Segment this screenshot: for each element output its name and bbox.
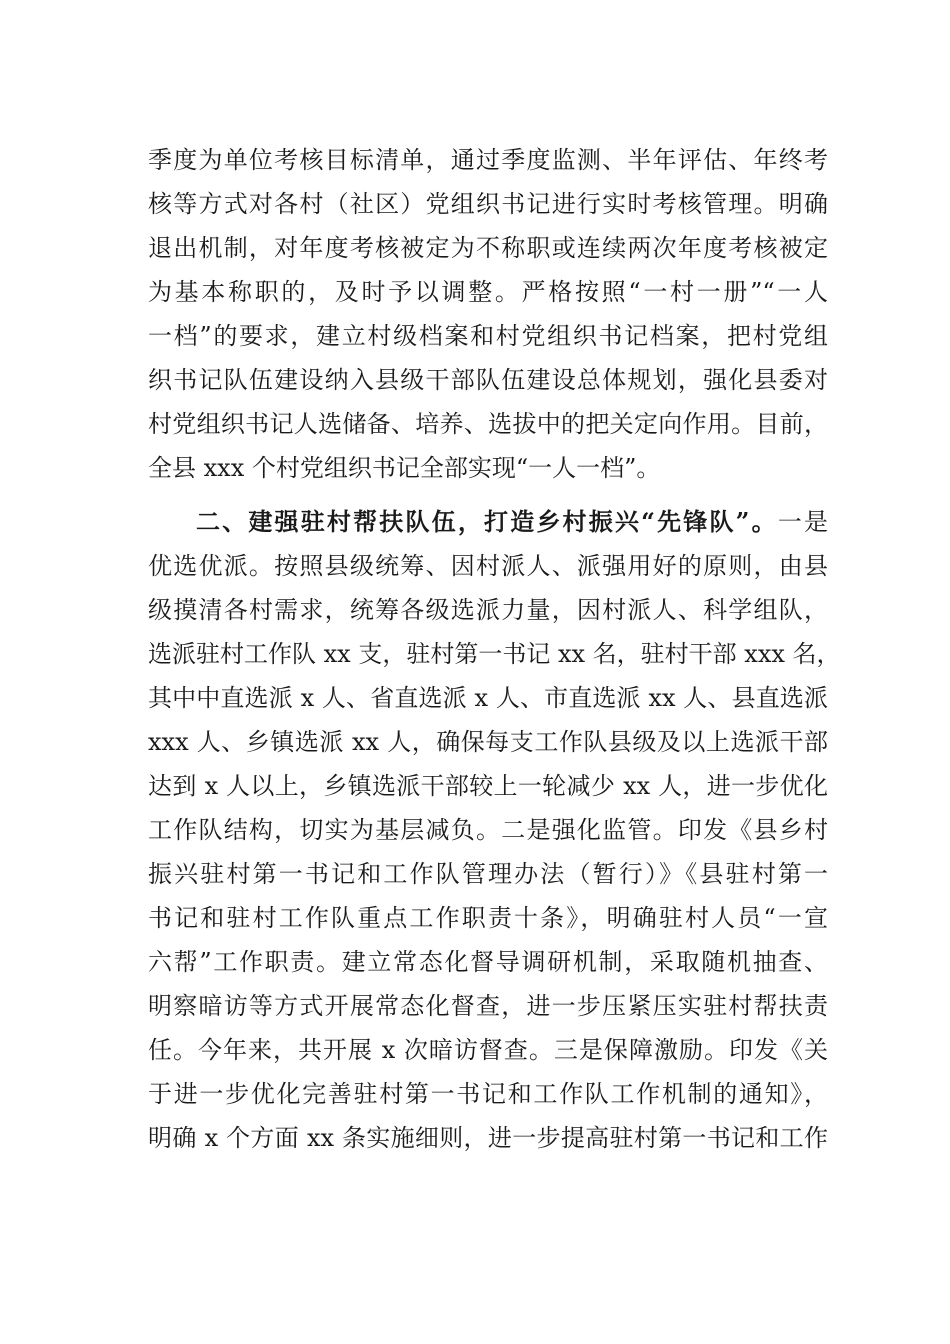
paragraph-line: 织书记队伍建设纳入县级干部队伍建设总体规划，强化县委对 [148, 366, 828, 394]
paragraph-line: 达到 x 人以上，乡镇选派干部较上一轮减少 xx 人，进一步优化 [148, 772, 828, 800]
paragraph-line: 级摸清各村需求，统筹各级选派力量，因村派人、科学组队， [148, 596, 828, 624]
section-heading-line [196, 502, 828, 542]
paragraph-line: 全县 xxx 个村党组织书记全部实现“一人一档”。 [148, 454, 661, 482]
paragraph-line: 明确 x 个方面 xx 条实施细则，进一步提高驻村第一书记和工作 [148, 1124, 828, 1152]
heading-line-tail: 一是 [777, 508, 829, 536]
section-heading: 二、建强驻村帮扶队伍，打造乡村振兴“先锋队”。 [196, 507, 778, 536]
paragraph-line: 选派驻村工作队 xx 支，驻村第一书记 xx 名，驻村干部 xxx 名， [148, 640, 841, 668]
paragraph-line: 村党组织书记人选储备、培养、选拔中的把关定向作用。目前， [148, 410, 828, 438]
paragraph-line: 任。今年来，共开展 x 次暗访督查。三是保障激励。印发《关 [148, 1036, 828, 1064]
paragraph-line: 核等方式对各村（社区）党组织书记进行实时考核管理。明确 [148, 190, 828, 218]
paragraph-line: 为基本称职的，及时予以调整。严格按照“一村一册”“一人 [148, 278, 828, 306]
paragraph-line: 其中中直选派 x 人、省直选派 x 人、市直选派 xx 人、县直选派 [148, 684, 828, 712]
paragraph-line: xxx 人、乡镇选派 xx 人，确保每支工作队县级及以上选派干部 [148, 728, 828, 756]
paragraph-line: 退出机制，对年度考核被定为不称职或连续两次年度考核被定 [148, 234, 828, 262]
paragraph-line: 于进一步优化完善驻村第一书记和工作队工作机制的通知》， [148, 1080, 828, 1108]
paragraph-line: 明察暗访等方式开展常态化督查，进一步压紧压实驻村帮扶责 [148, 992, 828, 1020]
paragraph-line: 工作队结构，切实为基层减负。二是强化监管。印发《县乡村 [148, 816, 828, 844]
paragraph-line: 书记和驻村工作队重点工作职责十条》，明确驻村人员“一宣 [148, 904, 828, 932]
paragraph-line: 振兴驻村第一书记和工作队管理办法（暂行）》《县驻村第一 [148, 860, 828, 888]
paragraph-line: 六帮”工作职责。建立常态化督导调研机制，采取随机抽查、 [148, 948, 828, 976]
paragraph-line: 一档”的要求，建立村级档案和村党组织书记档案，把村党组 [148, 322, 828, 350]
paragraph-line: 季度为单位考核目标清单，通过季度监测、半年评估、年终考 [148, 146, 828, 174]
paragraph-line: 优选优派。按照县级统筹、因村派人、派强用好的原则，由县 [148, 552, 828, 580]
